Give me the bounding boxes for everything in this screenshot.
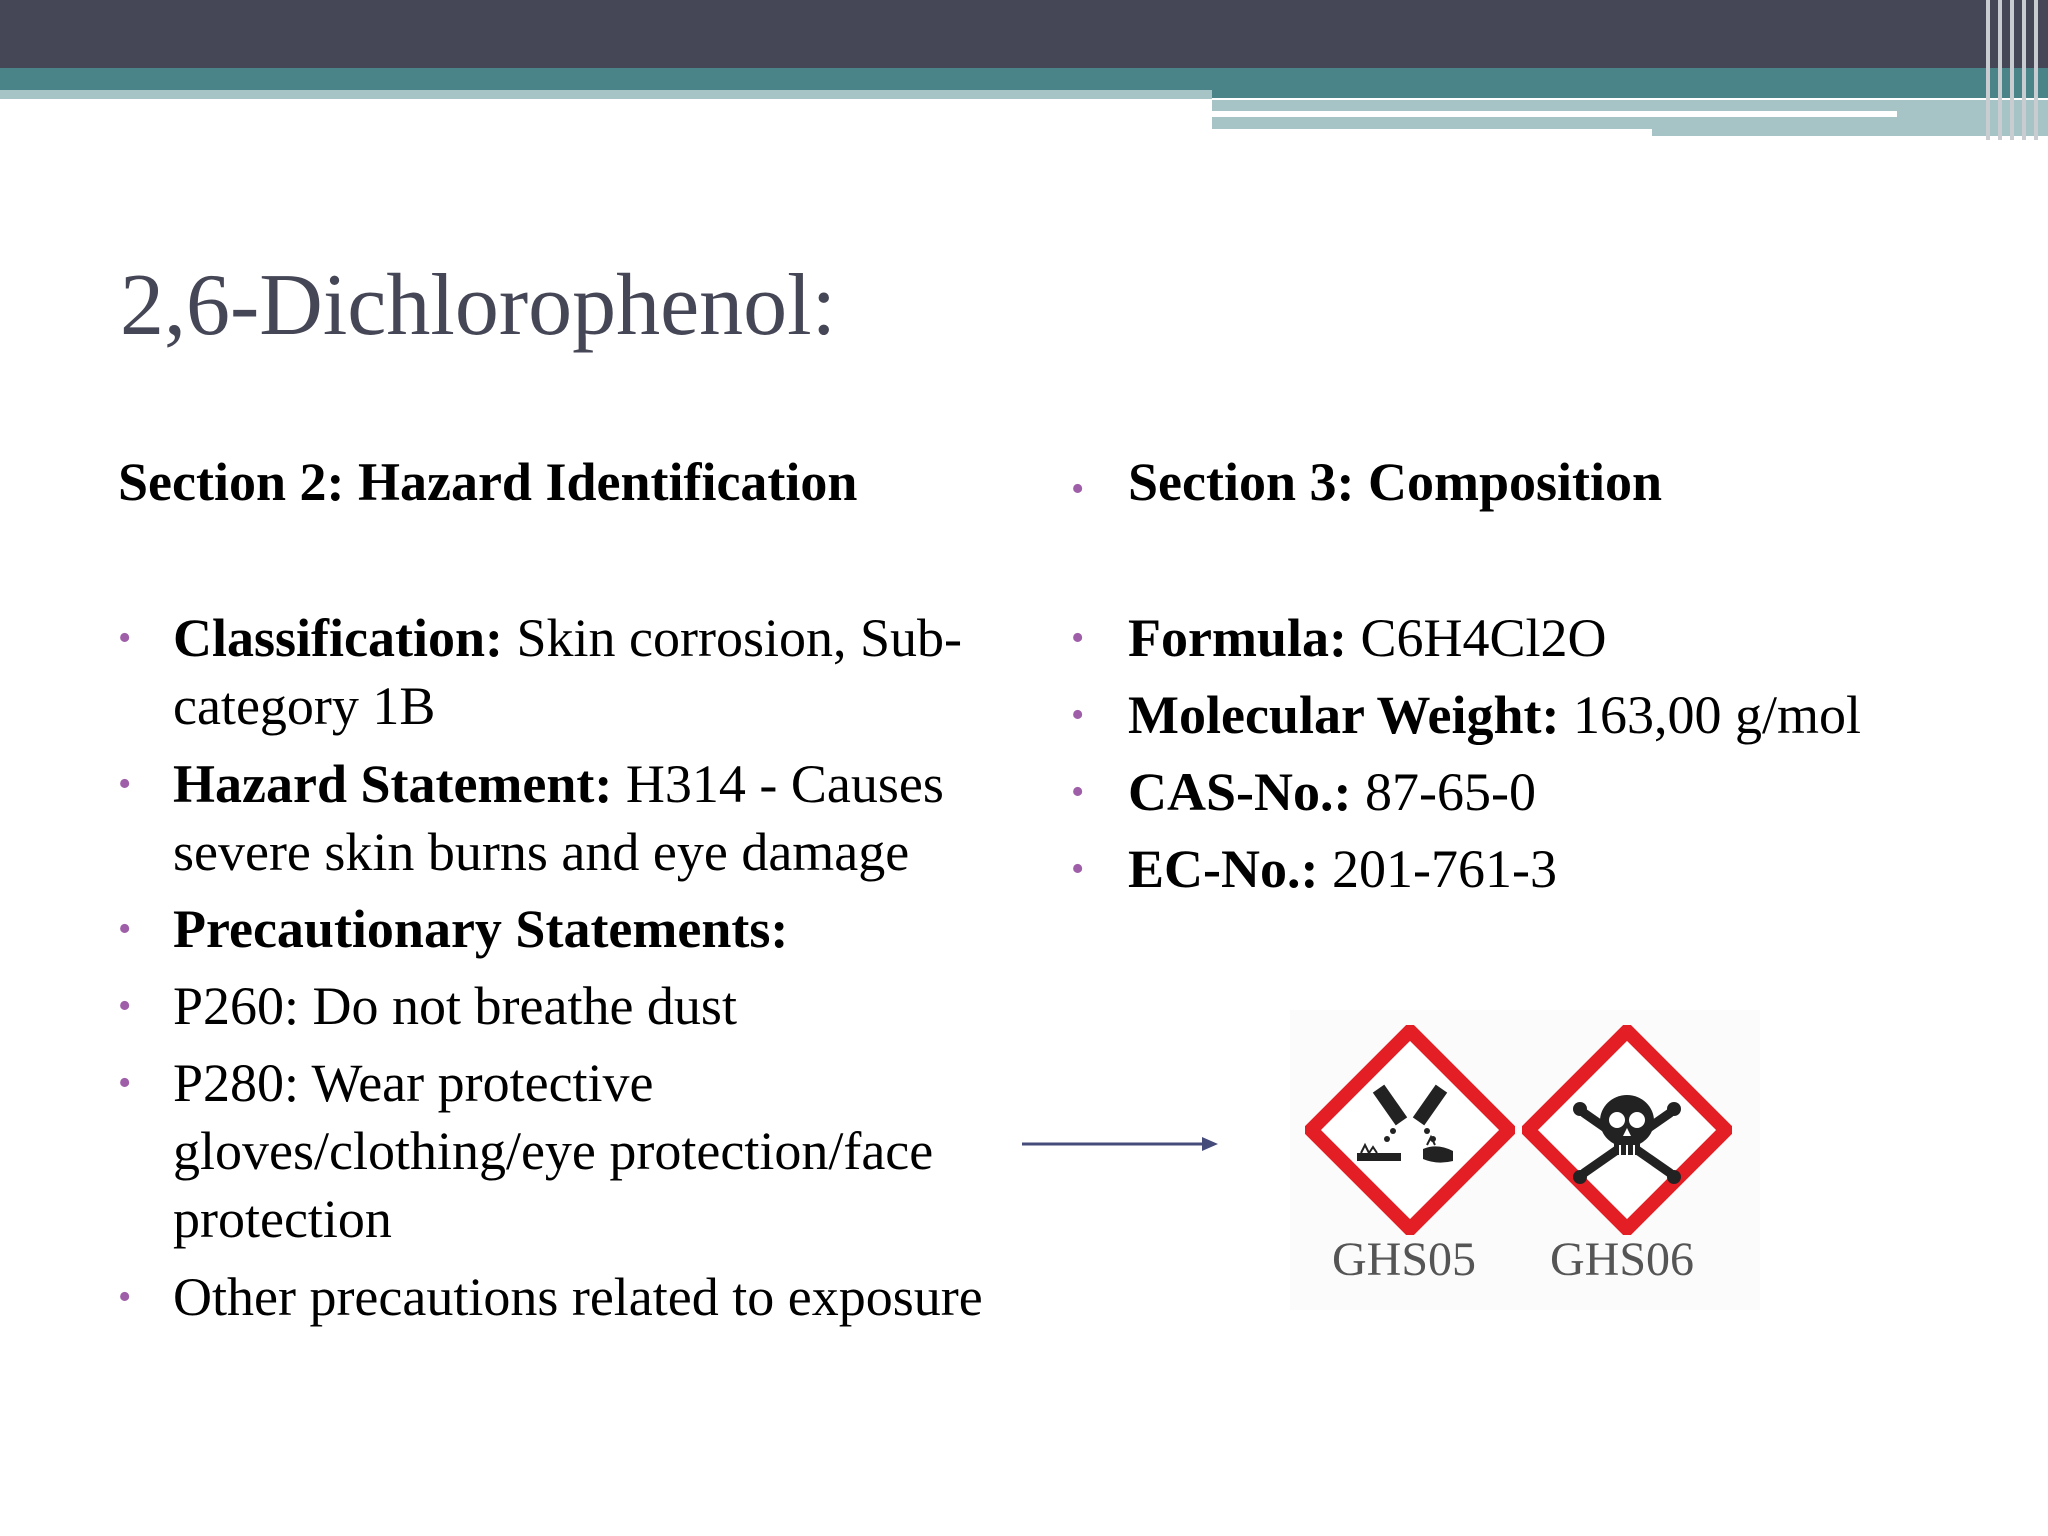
ghs05-label: GHS05 xyxy=(1332,1233,1477,1286)
bullet-icon: • xyxy=(1071,848,1085,890)
corrosion-icon xyxy=(1305,1025,1515,1235)
item-text: 87-65-0 xyxy=(1351,762,1536,822)
item-label: Formula: xyxy=(1128,608,1347,668)
skull-crossbones-icon xyxy=(1522,1025,1732,1235)
bullet-icon: • xyxy=(118,1276,132,1318)
bullet-icon: • xyxy=(1071,617,1085,659)
item-text: 163,00 g/mol xyxy=(1559,685,1861,745)
section-2-heading: Section 2: Hazard Identification xyxy=(118,452,858,512)
item-label: Precautionary Statements: xyxy=(173,899,789,959)
item-text: P280: Wear protective gloves/clothing/eye protection/face protection xyxy=(173,1053,934,1249)
list-item xyxy=(118,750,998,895)
header-bar-light xyxy=(0,90,1212,99)
bullet-icon: • xyxy=(118,908,132,950)
bullet-icon: • xyxy=(1071,771,1085,813)
item-label: Hazard Statement: xyxy=(173,754,613,814)
header-right-line-lower xyxy=(1212,129,1652,139)
list-item xyxy=(1071,681,2001,758)
header-bar-dark xyxy=(0,0,2048,68)
composition-list xyxy=(1071,604,2001,912)
arrow-right-icon xyxy=(1022,1132,1218,1156)
item-label: Classification: xyxy=(173,608,503,668)
list-item xyxy=(118,972,998,1049)
hazard-list xyxy=(118,604,998,1399)
item-text: P260: Do not breathe dust xyxy=(173,976,737,1036)
item-text: 201-761-3 xyxy=(1318,839,1557,899)
section-3-heading: Section 3: Composition xyxy=(1128,452,1663,512)
list-item xyxy=(1071,604,2001,681)
list-item xyxy=(1071,758,2001,835)
item-text: Other precautions related to exposure xyxy=(173,1267,983,1327)
bullet-icon: • xyxy=(118,985,132,1027)
list-item xyxy=(118,1263,998,1399)
header-right-line xyxy=(1212,111,1897,117)
item-label: Molecular Weight: xyxy=(1128,685,1560,745)
list-item xyxy=(118,895,998,972)
item-text: C6H4Cl2O xyxy=(1346,608,1607,668)
list-item xyxy=(118,604,998,740)
item-label: EC-No.: xyxy=(1128,839,1319,899)
header-stripes xyxy=(1980,0,2048,140)
slide-title: 2,6-Dichlorophenol: xyxy=(120,257,837,354)
item-text: H314 - Causes severe skin burns and eye damage xyxy=(173,754,944,882)
item-label: CAS-No.: xyxy=(1128,762,1352,822)
bullet-icon: • xyxy=(1071,468,1085,510)
bullet-icon: • xyxy=(118,1062,132,1104)
bullet-icon: • xyxy=(118,763,132,805)
bullet-icon: • xyxy=(118,617,132,659)
bullet-icon: • xyxy=(1071,694,1085,736)
header-white-cut xyxy=(0,99,1212,109)
list-item xyxy=(1071,835,2001,912)
ghs06-label: GHS06 xyxy=(1550,1233,1695,1286)
item-text: Skin corrosion, Sub-category 1B xyxy=(173,608,962,736)
list-item xyxy=(118,1049,998,1263)
